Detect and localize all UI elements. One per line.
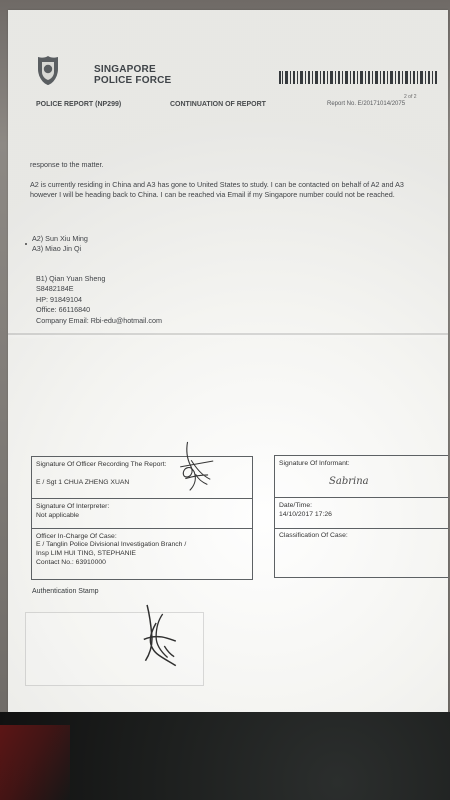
officer-name: E / Sgt 1 CHUA ZHENG XUAN (36, 479, 130, 486)
interpreter-row (32, 498, 252, 499)
case-officer-line-1: E / Tanglin Police Divisional Investigation Branch / (36, 541, 187, 548)
report-type: POLICE REPORT (NP299) (36, 101, 122, 108)
accused-item-1: A2) Sun Xiu Ming (32, 234, 88, 243)
interpreter-label: Signature Of Interpreter: (36, 503, 110, 510)
case-officer-line-2: Insp LIM HUI TING, STEPHANIE (36, 550, 136, 557)
agency-name (94, 64, 171, 86)
barcode-icon (278, 70, 438, 86)
case-officer-label: Officer In-Charge Of Case: (36, 533, 117, 540)
classification-row (275, 528, 448, 529)
statement-paragraph: A2 is currently residing in China and A3 has gone to United States to study. I can be contacted on behalf of A2 and A3 however I will be heading back to China. I can be reached via Email if my Singapore number could not be reached. (30, 180, 404, 200)
contact-item-4: Office: 66116840 (36, 305, 91, 315)
page-number: 2 of 2 (404, 94, 417, 100)
informant-label: Signature Of Informant: (279, 460, 350, 467)
agency-line-1: SINGAPORE (94, 64, 156, 75)
response-text: response to the matter. (30, 160, 104, 169)
continuation-title: CONTINUATION OF REPORT (170, 101, 266, 108)
police-crest-icon (34, 54, 62, 86)
date-value: 14/10/2017 17:26 (279, 511, 332, 518)
contact-item-3: HP: 91849104 (36, 294, 82, 304)
officer-signature-label: Signature Of Officer Recording The Report: (36, 461, 167, 468)
contact-item-2: S8482184E (36, 284, 74, 294)
interpreter-value: Not applicable (36, 512, 80, 519)
classification-label: Classification Of Case: (279, 532, 348, 539)
officer-signature-box (31, 456, 253, 580)
contact-list (36, 274, 256, 326)
police-report-paper (8, 10, 448, 715)
informant-signature: Sabrina (329, 476, 369, 487)
accused-item-2: A3) Miao Jin Qi (32, 244, 82, 254)
list-dot (25, 243, 27, 245)
authentication-stamp-label: Authentication Stamp (32, 588, 99, 595)
accused-list (32, 234, 232, 255)
contact-item-1: B1) Qian Yuan Sheng (36, 274, 106, 283)
date-label: Date/Time: (279, 502, 312, 509)
contact-item-5: Company Email: Rbi-edu@hotmail.com (36, 315, 162, 325)
report-number: Report No. E/20171014/2075 (327, 101, 406, 107)
contact-number: Contact No.: 63910000 (36, 559, 106, 566)
case-officer-row (32, 528, 252, 529)
informant-box (274, 455, 448, 578)
background-red-fabric (0, 725, 70, 800)
date-row (275, 497, 448, 498)
authentication-stamp-area (25, 612, 204, 686)
paper-fold (8, 333, 448, 335)
agency-line-2: POLICE FORCE (94, 75, 172, 86)
